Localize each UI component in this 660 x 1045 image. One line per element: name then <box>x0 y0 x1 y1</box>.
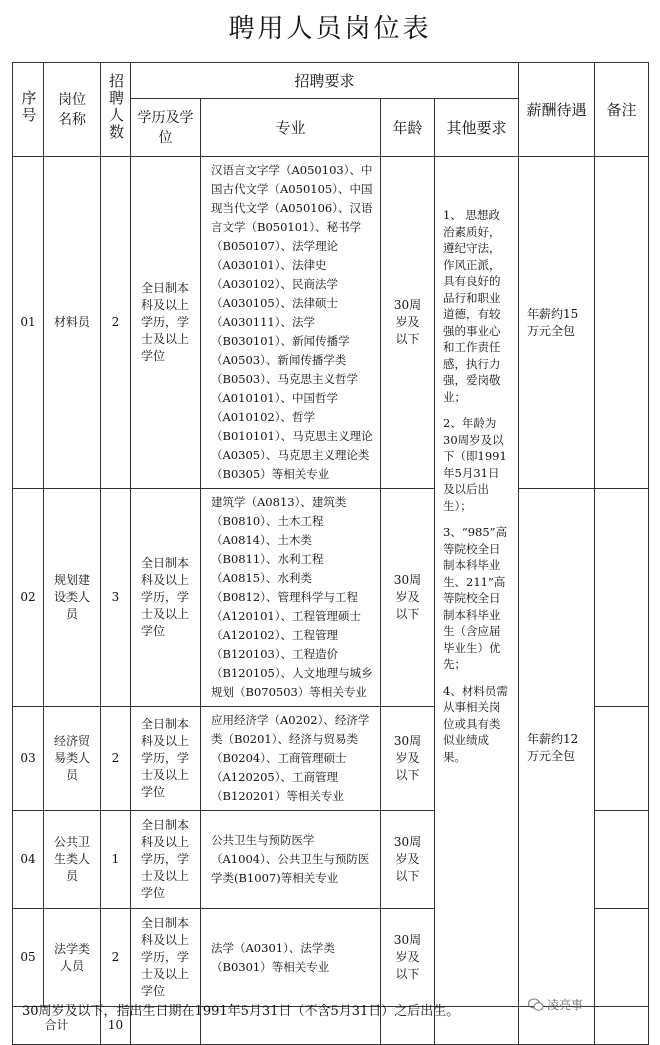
positions-table <box>12 62 649 1045</box>
row-seq: 04 <box>13 811 44 909</box>
footnote: 30周岁及以下，指出生日期在1991年5月31日（不含5月31日）之后出生。 <box>22 1004 460 1019</box>
total-count: 10 <box>101 1007 131 1045</box>
row-post: 材料员 <box>44 157 101 489</box>
other-req-1: 1、 思想政治素质好，遵纪守法，作风正派，具有良好的品行和职业道德，有较强的事业心和工作责任感，执行力强，爱岗敬业； <box>443 208 501 404</box>
table-row <box>13 489 649 707</box>
row-salary: 年薪约15万元全包 <box>519 157 595 489</box>
row-count: 1 <box>101 811 131 909</box>
row-major: 公共卫生与预防医学（A1004）、公共卫生与预防医学类(B1007)等相关专业 <box>201 811 381 909</box>
row-age: 30周岁及以下 <box>381 811 435 909</box>
row-count: 2 <box>101 157 131 489</box>
row-education: 全日制本科及以上学历，学士及以上学位 <box>131 157 201 489</box>
row-count: 3 <box>101 489 131 707</box>
header-count: 招聘人数 <box>101 63 131 157</box>
header-age: 年龄 <box>381 99 435 157</box>
other-requirements <box>435 157 519 1007</box>
row-education: 全日制本科及以上学历，学士及以上学位 <box>131 909 201 1007</box>
row-remark <box>595 707 649 811</box>
row-count: 2 <box>101 707 131 811</box>
header-seq: 序号 <box>13 63 44 157</box>
row-age: 30周岁及以下 <box>381 909 435 1007</box>
row-count: 2 <box>101 909 131 1007</box>
table-row <box>13 157 649 489</box>
row-major: 应用经济学（A0202）、经济学类（B0201）、经济与贸易类（B0204）、工商管理硕士（A120205）、工商管理（B120201）等相关专业 <box>201 707 381 811</box>
row-seq: 05 <box>13 909 44 1007</box>
other-req-3: 3、“985”高等院校全日制本科毕业生、211”高等院校全日制本科毕业生（含应届毕业生）优先； <box>443 525 508 671</box>
watermark-text: 凌亮事 <box>547 998 584 1012</box>
row-seq: 01 <box>13 157 44 489</box>
row-major: 建筑学（A0813）、建筑类（B0810）、土木工程（A0814）、土木类（B0811）、水利工程（A0815）、水利类（B0812）、管理科学与工程（A120101）、工程管理硕士（A120102）、工程管理（B120103）、工程造价（B120105）、人文地理与城乡规划（B070503）等相关专业 <box>201 489 381 707</box>
page-title: 聘用人员岗位表 <box>228 14 432 44</box>
row-major: 法学（A0301）、法学类（B0301）等相关专业 <box>201 909 381 1007</box>
row-age: 30周岁及以下 <box>381 489 435 707</box>
row-post: 经济贸易类人员 <box>44 707 101 811</box>
row-remark <box>595 157 649 489</box>
row-post: 公共卫生类人员 <box>44 811 101 909</box>
header-post: 岗位名称 <box>44 63 101 157</box>
total-label: 合计 <box>13 1007 101 1045</box>
watermark <box>528 996 583 1013</box>
row-remark <box>595 811 649 909</box>
header-salary: 薪酬待遇 <box>519 63 595 157</box>
row-major: 汉语言文字学（A050103）、中国古代文学（A050105）、中国现当代文学（A050106）、汉语言文学（B050101）、秘书学（B050107）、法学理论（A030101）、法律史（A030102）、民商法学（A030105）、法律硕士（A030111）、法学（B030101）、新闻传播学（A0503）、新闻传播学类（B0503）、马克思主义哲学（A010101）、中国哲学（A010102）、哲学（B010101）、马克思主义理论（A0305）、马克思主义理论类（B0305）等相关专业 <box>201 157 381 489</box>
other-req-2: 2、年龄为30周岁及以下（即1991年5月31日及以后出生）； <box>443 416 507 513</box>
row-post: 规划建设类人员 <box>44 489 101 707</box>
header-requirements: 招聘要求 <box>131 63 519 99</box>
row-post: 法学类人员 <box>44 909 101 1007</box>
header-major: 专业 <box>201 99 381 157</box>
header-remark: 备注 <box>595 63 649 157</box>
header-education: 学历及学位 <box>131 99 201 157</box>
row-seq: 03 <box>13 707 44 811</box>
row-seq: 02 <box>13 489 44 707</box>
salary-group: 年薪约12万元全包 <box>519 489 595 1007</box>
other-req-4: 4、材料员需从事相关岗位或具有类似业绩成果。 <box>443 683 508 764</box>
row-remark <box>595 489 649 707</box>
header-other: 其他要求 <box>435 99 519 157</box>
row-education: 全日制本科及以上学历，学士及以上学位 <box>131 811 201 909</box>
row-age: 30周岁及以下 <box>381 707 435 811</box>
row-age: 30周岁及以下 <box>381 157 435 489</box>
wechat-icon <box>528 998 544 1012</box>
row-education: 全日制本科及以上学历，学士及以上学位 <box>131 489 201 707</box>
row-remark <box>595 909 649 1007</box>
row-education: 全日制本科及以上学历，学士及以上学位 <box>131 707 201 811</box>
